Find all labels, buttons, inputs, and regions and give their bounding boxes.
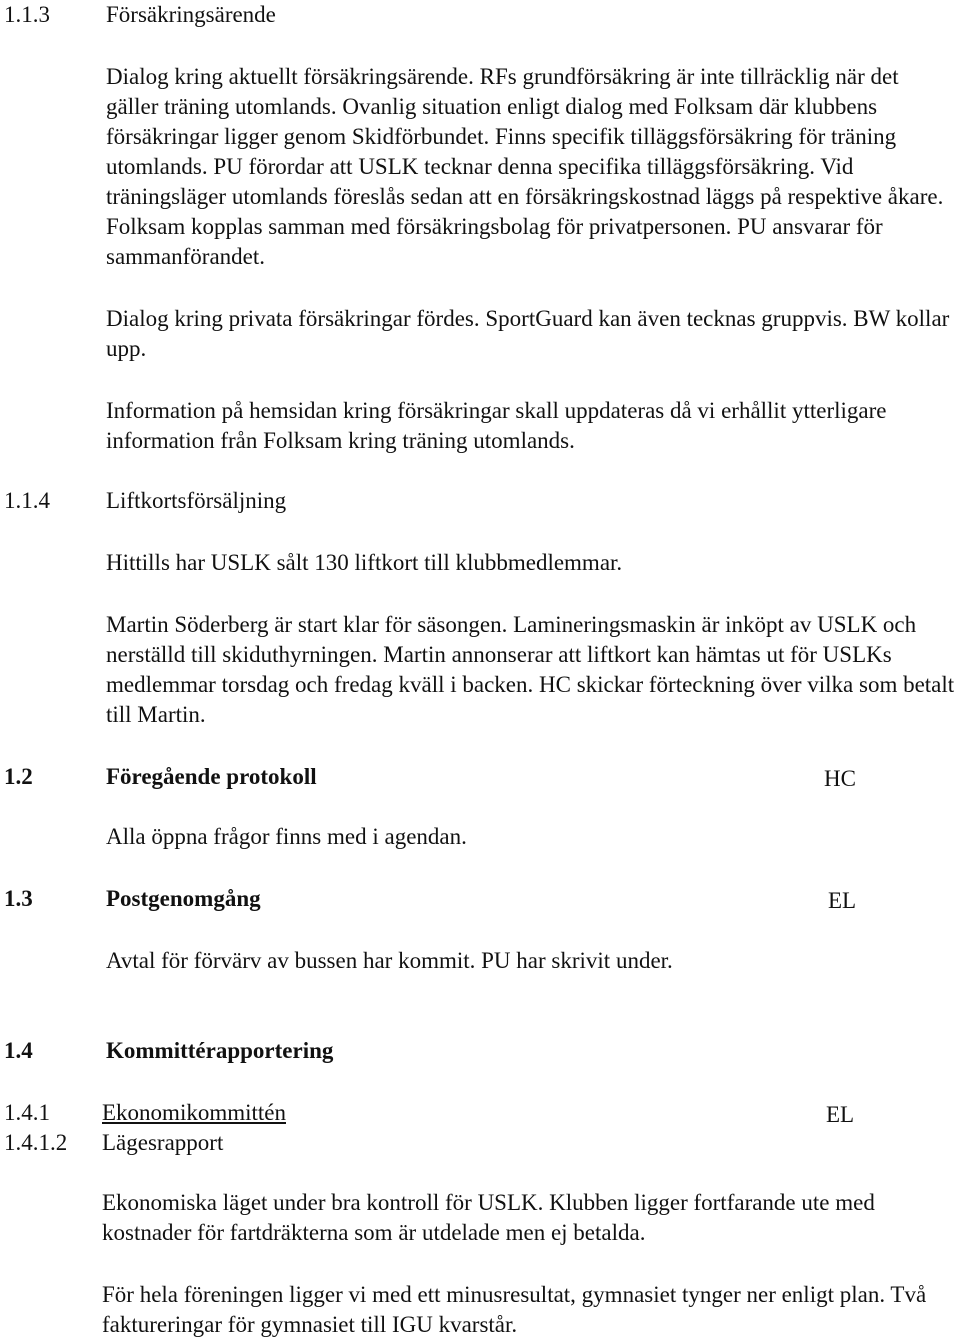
responsible-initials: EL (828, 888, 857, 913)
paragraph: Dialog kring aktuellt försäkringsärende. RFs grundförsäkring är inte tillräcklig när det gäller träning utomlands. Ovanlig situation enligt dialog med Folksam där klubbens försäkringar ligger genom Skidförbundet. Finns specifik tilläggsförsäkring för träning utomlands. PU förordar att USLK tecknar denna specifika tilläggsförsäkring. Vid träningsläger utomlands föreslås sedan att en försäkringskostnad läggs på respektive åkare. Folksam kopplas samman med försäkringsbolag för privatpersonen. PU ansvarar för sammanförandet. (106, 64, 944, 269)
section-number: 1.1.4 (4, 488, 50, 513)
section-number: 1.4.1 (4, 1100, 50, 1125)
section-heading: Försäkringsärende (106, 2, 276, 27)
paragraph: Dialog kring privata försäkringar fördes. SportGuard kan även tecknas gruppvis. BW kollar upp. (106, 306, 950, 361)
responsible-initials: EL (826, 1102, 855, 1127)
paragraph: Alla öppna frågor finns med i agendan. (106, 824, 467, 849)
paragraph: Information på hemsidan kring försäkringar skall uppdateras då vi erhållit ytterligare information från Folksam kring träning utomlands. (106, 398, 887, 453)
paragraph: Martin Söderberg är start klar för säsongen. Lamineringsmaskin är inköpt av USLK och nerställd till skiduthyrningen. Martin annonserar att liftkort kan hämtas ut för USLKs medlemmar torsdag och fredag kväll i backen. HC skickar förteckning över vilka som betalt till Martin. (106, 612, 955, 727)
section-heading: Lägesrapport (102, 1130, 224, 1155)
responsible-initials: HC (824, 766, 856, 791)
section-number: 1.3 (4, 886, 33, 911)
section-number: 1.1.3 (4, 2, 50, 27)
paragraph: Hittills har USLK sålt 130 liftkort till klubbmedlemmar. (106, 550, 623, 575)
section-heading: Postgenomgång (106, 886, 261, 911)
section-number: 1.2 (4, 764, 33, 789)
paragraph: För hela föreningen ligger vi med ett minusresultat, gymnasiet tynger ner enligt plan. Två faktureringar för gymnasiet till IGU kvarstår. (102, 1282, 927, 1337)
paragraph: Avtal för förvärv av bussen har kommit. PU har skrivit under. (106, 948, 673, 973)
paragraph: Ekonomiska läget under bra kontroll för USLK. Klubben ligger fortfarande ute med kostnader för fartdräkterna som är utdelade men ej betalda. (102, 1190, 875, 1245)
section-number: 1.4 (4, 1038, 33, 1063)
section-heading: Föregående protokoll (106, 764, 317, 789)
section-heading: Liftkortsförsäljning (106, 488, 287, 513)
section-heading: Kommittérapportering (106, 1038, 334, 1063)
section-number: 1.4.1.2 (4, 1130, 68, 1155)
section-heading: Ekonomikommittén (102, 1100, 286, 1125)
